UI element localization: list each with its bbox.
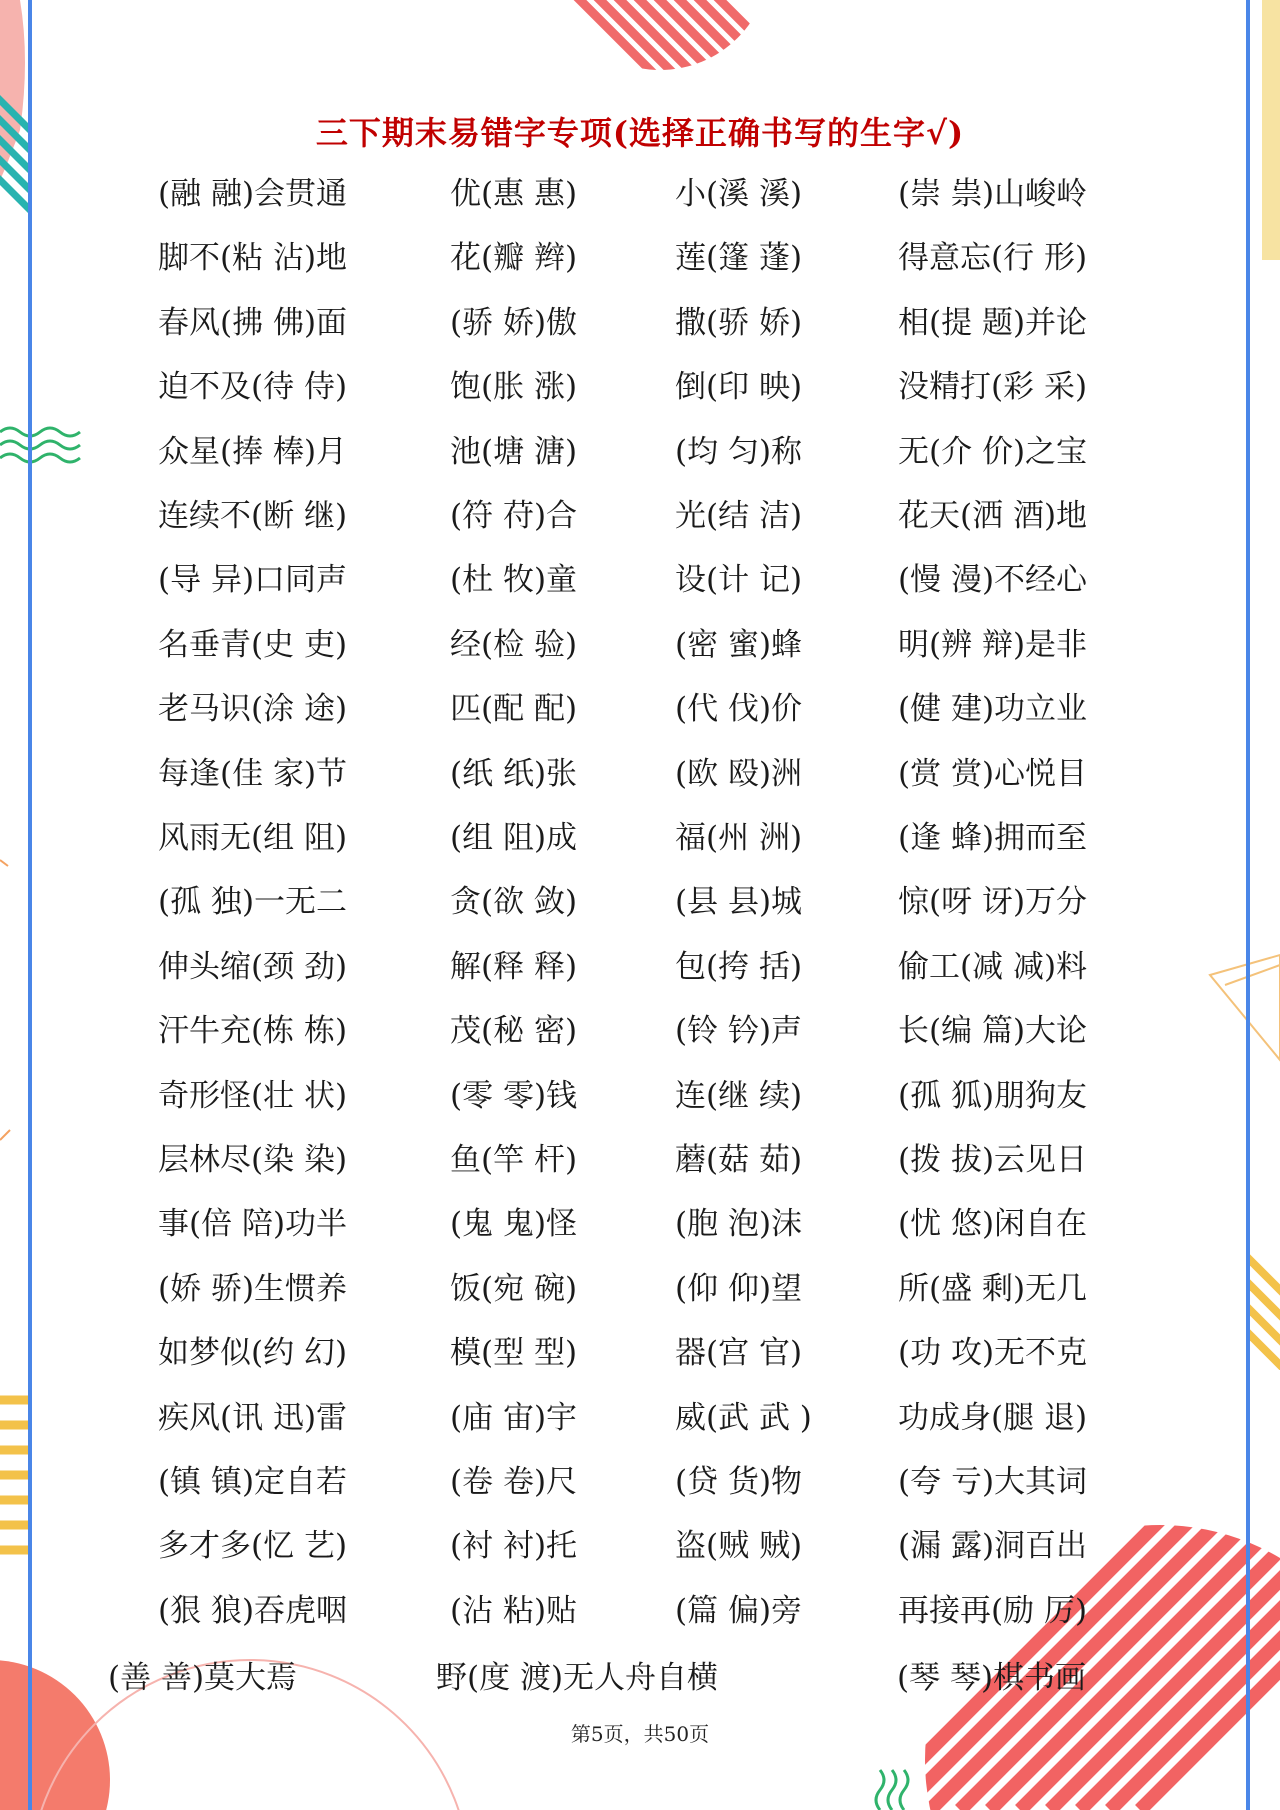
- exercise-item: (沾 粘)贴: [450, 1592, 578, 1629]
- exercise-item: (镇 镇)定自若: [158, 1464, 348, 1500]
- exercise-item: 伸头缩(颈 劲): [158, 948, 348, 985]
- exercise-row: [0, 679, 1280, 739]
- exercise-item: (孤 独)一无二: [158, 884, 348, 921]
- exercise-item: (逢 蜂)拥而至: [898, 820, 1088, 856]
- exercise-item: (卷 卷)尺: [450, 1464, 578, 1500]
- exercise-item: (功 攻)无不克: [898, 1335, 1088, 1372]
- exercise-item: 连(继 续): [675, 1077, 803, 1114]
- exercise-row: [0, 1066, 1280, 1126]
- exercise-item: 风雨无(组 阻): [158, 820, 348, 856]
- exercise-item: 名垂青(史 吏): [158, 626, 348, 663]
- exercise-item: 匹(配 配): [450, 691, 578, 728]
- exercise-item: (忧 悠)闲自在: [898, 1206, 1088, 1243]
- last-row: [0, 1648, 1280, 1708]
- exercise-item: (善 善)莫大焉: [108, 1660, 298, 1696]
- exercise-row: [0, 228, 1280, 288]
- exercise-item: 每逢(佳 家)节: [158, 755, 348, 792]
- exercise-item: (狠 狼)吞虎咽: [158, 1592, 348, 1629]
- exercise-item: 明(辨 辩)是非: [898, 626, 1088, 663]
- exercise-item: (漏 露)洞百出: [898, 1528, 1088, 1565]
- exercise-item: 花天(洒 酒)地: [898, 498, 1088, 534]
- exercise-item: (欧 殴)洲: [675, 755, 803, 792]
- exercise-item: 优(惠 惠): [450, 176, 578, 212]
- exercise-item: (慢 漫)不经心: [898, 562, 1088, 599]
- exercise-item: 器(宫 官): [675, 1335, 803, 1372]
- exercise-item: 蘑(菇 茹): [675, 1142, 803, 1178]
- exercise-item: 鱼(竿 杆): [450, 1142, 578, 1178]
- exercise-item: (夸 亏)大其词: [898, 1464, 1088, 1500]
- exercise-item: 老马识(涂 途): [158, 691, 348, 728]
- exercise-item: (符 苻)合: [450, 498, 578, 534]
- exercise-item: 茂(秘 密): [450, 1013, 578, 1050]
- exercise-item: 多才多(忆 艺): [158, 1528, 348, 1565]
- exercise-item: 所(盛 剩)无几: [898, 1270, 1088, 1307]
- exercise-item: 模(型 型): [450, 1335, 578, 1372]
- exercise-row: [0, 1388, 1280, 1448]
- exercise-row: [0, 357, 1280, 417]
- exercise-item: 连续不(断 继): [158, 498, 348, 534]
- exercise-item: 小(溪 溪): [675, 176, 803, 212]
- exercise-item: 事(倍 陪)功半: [158, 1206, 348, 1243]
- exercise-item: 功成身(腿 退): [898, 1399, 1088, 1436]
- exercise-item: 盗(贼 贼): [675, 1528, 803, 1565]
- exercise-row: [0, 1323, 1280, 1383]
- page-number: 第5页，共50页: [570, 1722, 710, 1746]
- exercise-item: 倒(印 映): [675, 369, 803, 406]
- exercise-item: (拨 拔)云见日: [898, 1142, 1088, 1178]
- exercise-item: (密 蜜)蜂: [675, 626, 803, 663]
- exercise-item: 设(计 记): [675, 562, 803, 599]
- exercise-item: 解(释 释): [450, 948, 578, 985]
- exercise-item: (鬼 鬼)怪: [450, 1206, 578, 1243]
- exercise-item: 饭(宛 碗): [450, 1270, 578, 1307]
- exercise-item: 池(塘 溏): [450, 433, 578, 470]
- exercise-row: [0, 872, 1280, 932]
- page-title: 三下期末易错字专项(选择正确书写的生字√): [315, 114, 965, 152]
- exercise-row: [0, 1130, 1280, 1190]
- exercise-row: [0, 550, 1280, 610]
- exercise-item: (琴 琴)棋书画: [897, 1660, 1087, 1696]
- exercise-row: [0, 1516, 1280, 1576]
- exercise-item: 包(挎 括): [675, 948, 803, 985]
- exercise-item: (骄 娇)傲: [450, 304, 578, 341]
- exercise-item: 没精打(彩 采): [898, 369, 1088, 406]
- exercise-item: 花(瓣 辫): [450, 240, 578, 277]
- exercise-item: (贷 货)物: [675, 1464, 803, 1500]
- exercise-item: 再接再(励 厉): [898, 1592, 1088, 1629]
- exercise-item: 众星(捧 棒)月: [158, 433, 348, 470]
- exercise-row: [0, 1194, 1280, 1254]
- exercise-item: 长(编 篇)大论: [898, 1013, 1088, 1050]
- exercise-item: (健 建)功立业: [898, 691, 1088, 728]
- exercise-item: 无(介 价)之宝: [898, 433, 1088, 470]
- exercise-item: 春风(拂 佛)面: [158, 304, 348, 341]
- exercise-item: (娇 骄)生惯养: [158, 1270, 348, 1307]
- exercise-row: [0, 1259, 1280, 1319]
- exercise-item: 光(结 洁): [675, 498, 803, 534]
- exercise-item: 经(检 验): [450, 626, 578, 663]
- exercise-row: [0, 1001, 1280, 1061]
- exercise-item: (篇 偏)旁: [675, 1592, 803, 1629]
- exercise-row: [0, 422, 1280, 482]
- exercise-item: 汗牛充(栋 栋): [158, 1013, 348, 1050]
- exercise-item: 脚不(粘 沾)地: [158, 240, 348, 277]
- exercise-row: [0, 1452, 1280, 1512]
- exercise-item: (孤 狐)朋狗友: [898, 1077, 1088, 1114]
- exercise-item: (组 阻)成: [450, 820, 578, 856]
- exercise-item: 撒(骄 娇): [675, 304, 803, 341]
- exercise-item: 相(提 题)并论: [898, 304, 1088, 341]
- exercise-item: 偷工(减 减)料: [898, 948, 1088, 985]
- exercise-item: (融 融)会贯通: [158, 176, 348, 212]
- exercise-item: (衬 衬)托: [450, 1528, 578, 1565]
- exercise-item: 贪(欲 敛): [450, 884, 578, 921]
- exercise-item: 层林尽(染 染): [158, 1142, 348, 1178]
- exercise-item: 惊(呀 讶)万分: [898, 884, 1088, 921]
- exercise-item: 福(州 洲): [675, 820, 803, 856]
- exercise-item: 野(度 渡)无人舟自横: [436, 1660, 719, 1696]
- exercise-item: 奇形怪(壮 状): [158, 1077, 348, 1114]
- exercise-item: (杜 牧)童: [450, 562, 578, 599]
- exercise-item: 迫不及(待 侍): [158, 369, 348, 406]
- exercise-item: (导 异)口同声: [158, 562, 348, 599]
- exercise-item: (胞 泡)沫: [675, 1206, 803, 1243]
- exercise-row: [0, 486, 1280, 546]
- exercise-item: (赏 赏)心悦目: [898, 755, 1088, 792]
- exercise-item: (代 伐)价: [675, 691, 803, 728]
- exercise-item: (县 县)城: [675, 884, 803, 921]
- exercise-item: 如梦似(约 幻): [158, 1335, 348, 1372]
- exercise-row: [0, 164, 1280, 224]
- exercise-item: (铃 钤)声: [675, 1013, 803, 1050]
- exercise-row: [0, 808, 1280, 868]
- exercise-item: (零 零)钱: [450, 1077, 578, 1114]
- exercise-row: [0, 1581, 1280, 1641]
- exercise-item: 莲(篷 蓬): [675, 240, 803, 277]
- exercise-row: [0, 937, 1280, 997]
- exercise-item: (均 匀)称: [675, 433, 803, 470]
- exercise-item: (纸 纸)张: [450, 755, 578, 792]
- exercise-item: 威(武 武 ): [675, 1399, 812, 1436]
- exercise-row: [0, 744, 1280, 804]
- exercise-item: 饱(胀 涨): [450, 369, 578, 406]
- exercise-row: [0, 615, 1280, 675]
- exercise-row: [0, 293, 1280, 353]
- exercise-item: (崇 祟)山峻岭: [898, 176, 1088, 212]
- exercise-item: 疾风(讯 迅)雷: [158, 1399, 348, 1436]
- exercise-item: 得意忘(行 形): [898, 240, 1088, 277]
- exercise-item: (庙 宙)宇: [450, 1399, 578, 1436]
- exercise-item: (仰 仰)望: [675, 1270, 803, 1307]
